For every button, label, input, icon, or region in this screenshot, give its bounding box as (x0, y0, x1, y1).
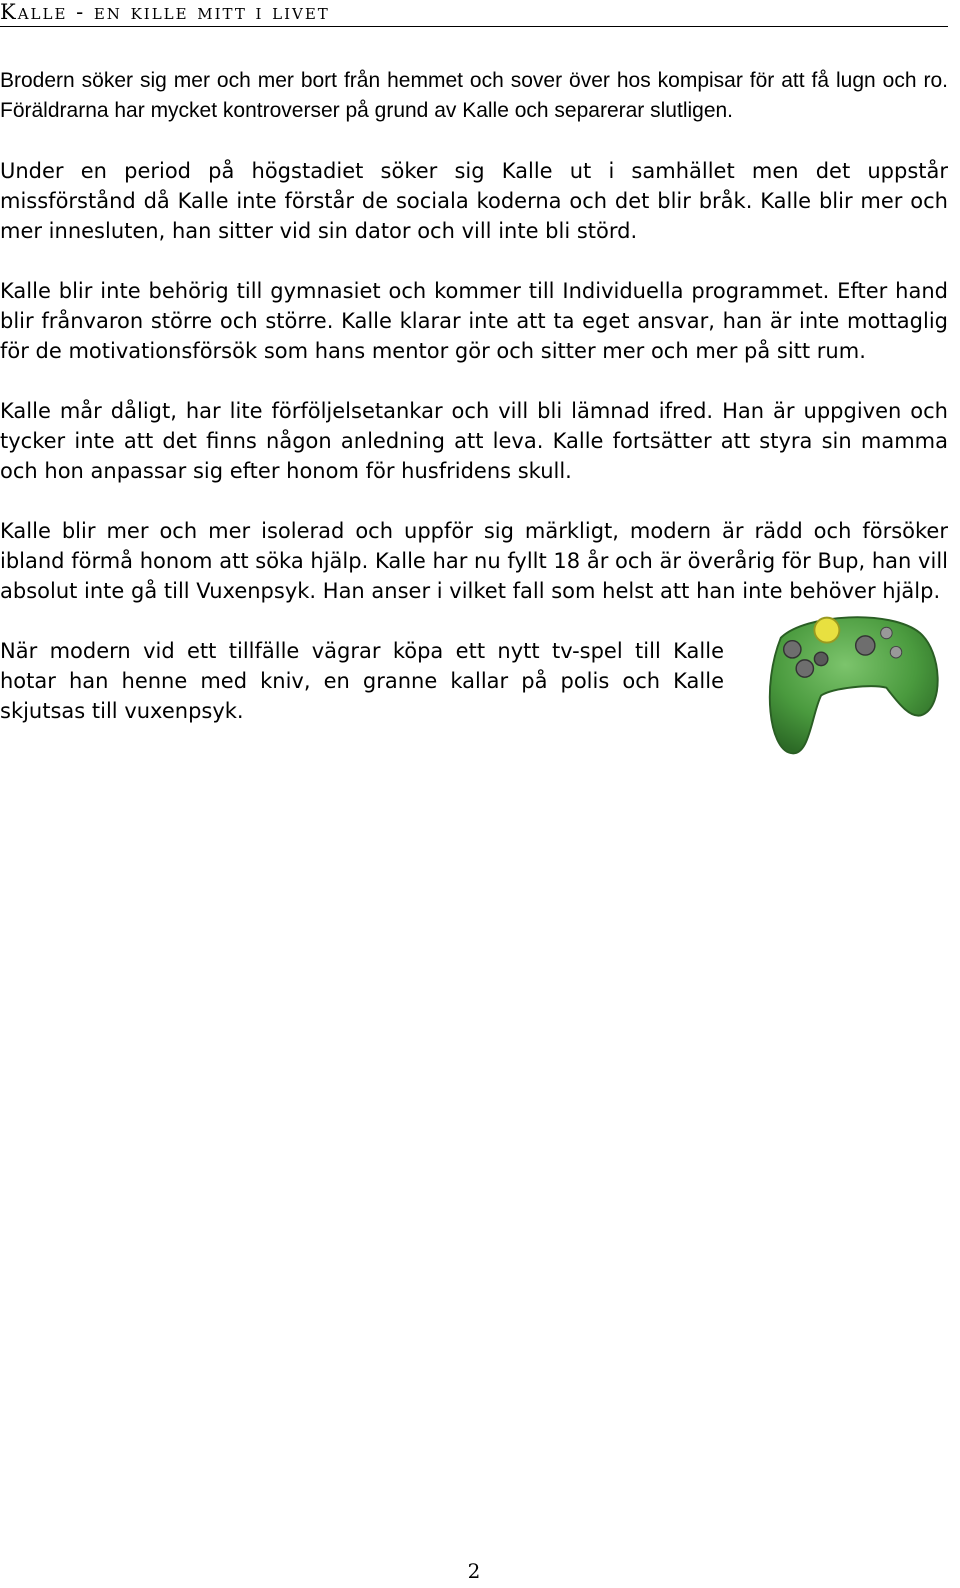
paragraph: Under en period på högstadiet söker sig Kalle ut i samhället men det uppstår missförstånd då Kalle inte förstår de sociala koderna och det blir bråk. Kalle blir mer och mer innesluten, han sitter vid sin dator och vill inte bli störd. (0, 159, 948, 243)
page-number: 2 (467, 1559, 481, 1583)
final-section (0, 636, 948, 816)
paragraph: Kalle mår dåligt, har lite förföljelsetankar och vill bli lämnad ifred. Han är uppgiven och tycker inte att det finns någon anledning att leva. Kalle fortsätter att styra sin mamma och hon anpassar sig efter honom för husfridens skull. (0, 399, 948, 483)
paragraph: När modern vid ett tillfälle vägrar köpa ett nytt tv-spel till Kalle hotar han henne med kniv, en granne kallar på polis och Kalle skjutsas till vuxenpsyk. (0, 639, 724, 723)
paragraph: Brodern söker sig mer och mer bort från hemmet och sover över hos kompisar för att få lugn och ro. Föräldrarna har mycket kontroverser på grund av Kalle och separerar slutligen. (0, 69, 948, 122)
paragraph: Kalle blir inte behörig till gymnasiet och kommer till Individuella programmet. Efter hand blir frånvaron större och större. Kalle klarar inte att ta eget ansvar, han är inte mottaglig för de motivationsförsök som hans mentor gör och sitter mer och mer på sitt rum. (0, 279, 948, 363)
game-controller-icon (752, 596, 944, 766)
page-header (0, 0, 948, 27)
document-body (0, 66, 948, 816)
page-title: Kalle - en kille mitt i livet (0, 0, 330, 24)
paragraph: Kalle blir mer och mer isolerad och uppför sig märkligt, modern är rädd och försöker ibland förmå honom att söka hjälp. Kalle har nu fyllt 18 år och är överårig för Bup, han vill absolut inte gå till Vuxenpsyk. Han anser i vilket fall som helst att han inte behöver hjälp. (0, 519, 948, 603)
